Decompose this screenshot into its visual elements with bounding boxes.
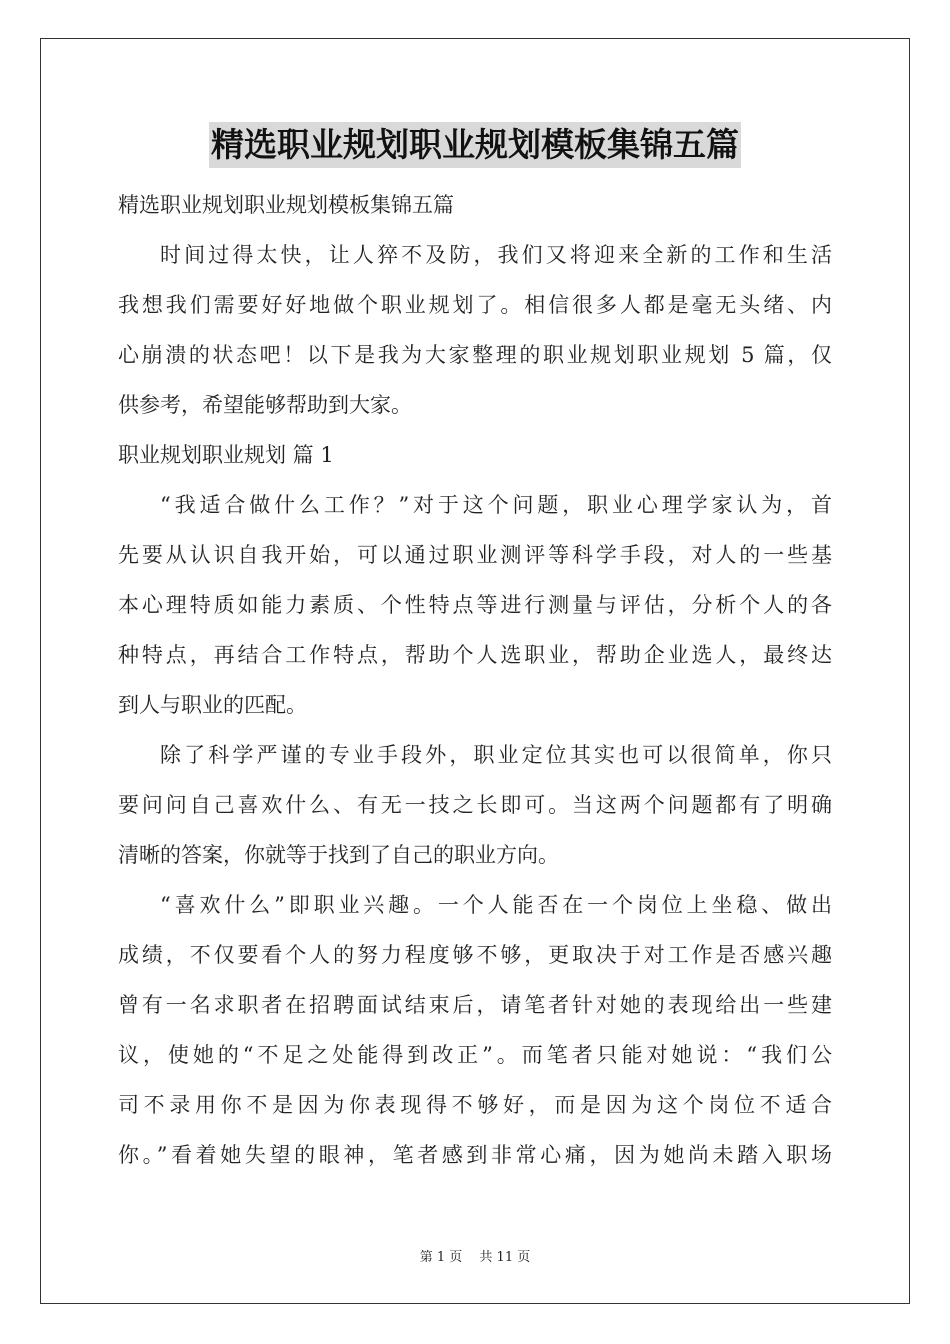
document-title: 精选职业规划职业规划模板集锦五篇 [209, 122, 741, 168]
text-line: 司不录用你不是因为你表现得不够好，而是因为这个岗位不适合 [118, 1093, 832, 1117]
text-line: 除了科学严谨的专业手段外，职业定位其实也可以很简单，你只 [160, 743, 832, 767]
page-footer: 第 1 页 共 11 页 [419, 1250, 531, 1265]
text-line: 时间过得太快，让人猝不及防，我们又将迎来全新的工作和生活 [160, 243, 832, 267]
text-line: 成绩，不仅要看个人的努力程度够不够，更取决于对工作是否感兴趣 [118, 943, 832, 967]
text-line: “我适合做什么工作？”对于这个问题，职业心理学家认为，首 [160, 493, 832, 517]
text-line: 心崩溃的状态吧！以下是我为大家整理的职业规划职业规划 5 篇，仅 [118, 343, 832, 367]
text-line: 到人与职业的匹配。 [118, 693, 307, 717]
text-line: 精选职业规划职业规划模板集锦五篇 [118, 193, 454, 217]
text-line: 职业规划职业规划 篇 1 [118, 443, 334, 467]
text-line: 曾有一名求职者在招聘面试结束后，请笔者针对她的表现给出一些建 [118, 993, 832, 1017]
text-line: 你。”看着她失望的眼神，笔者感到非常心痛，因为她尚未踏入职场 [118, 1143, 832, 1167]
text-line: 议，使她的“不足之处能得到改正”。而笔者只能对她说：“我们公 [118, 1043, 832, 1067]
text-line: “喜欢什么”即职业兴趣。一个人能否在一个岗位上坐稳、做出 [160, 893, 832, 917]
text-line: 清晰的答案，你就等于找到了自己的职业方向。 [118, 843, 559, 867]
text-line: 供参考，希望能够帮助到大家。 [118, 393, 412, 417]
title-container [0, 122, 950, 168]
text-line: 要问问自己喜欢什么、有无一技之长即可。当这两个问题都有了明确 [118, 793, 832, 817]
text-line: 种特点，再结合工作特点，帮助个人选职业，帮助企业选人，最终达 [118, 643, 832, 667]
text-line: 我想我们需要好好地做个职业规划了。相信很多人都是毫无头绪、内 [118, 293, 832, 317]
text-line: 本心理特质如能力素质、个性特点等进行测量与评估，分析个人的各 [118, 593, 832, 617]
document-body [118, 180, 832, 1180]
text-line: 先要从认识自我开始，可以通过职业测评等科学手段，对人的一些基 [118, 543, 832, 567]
